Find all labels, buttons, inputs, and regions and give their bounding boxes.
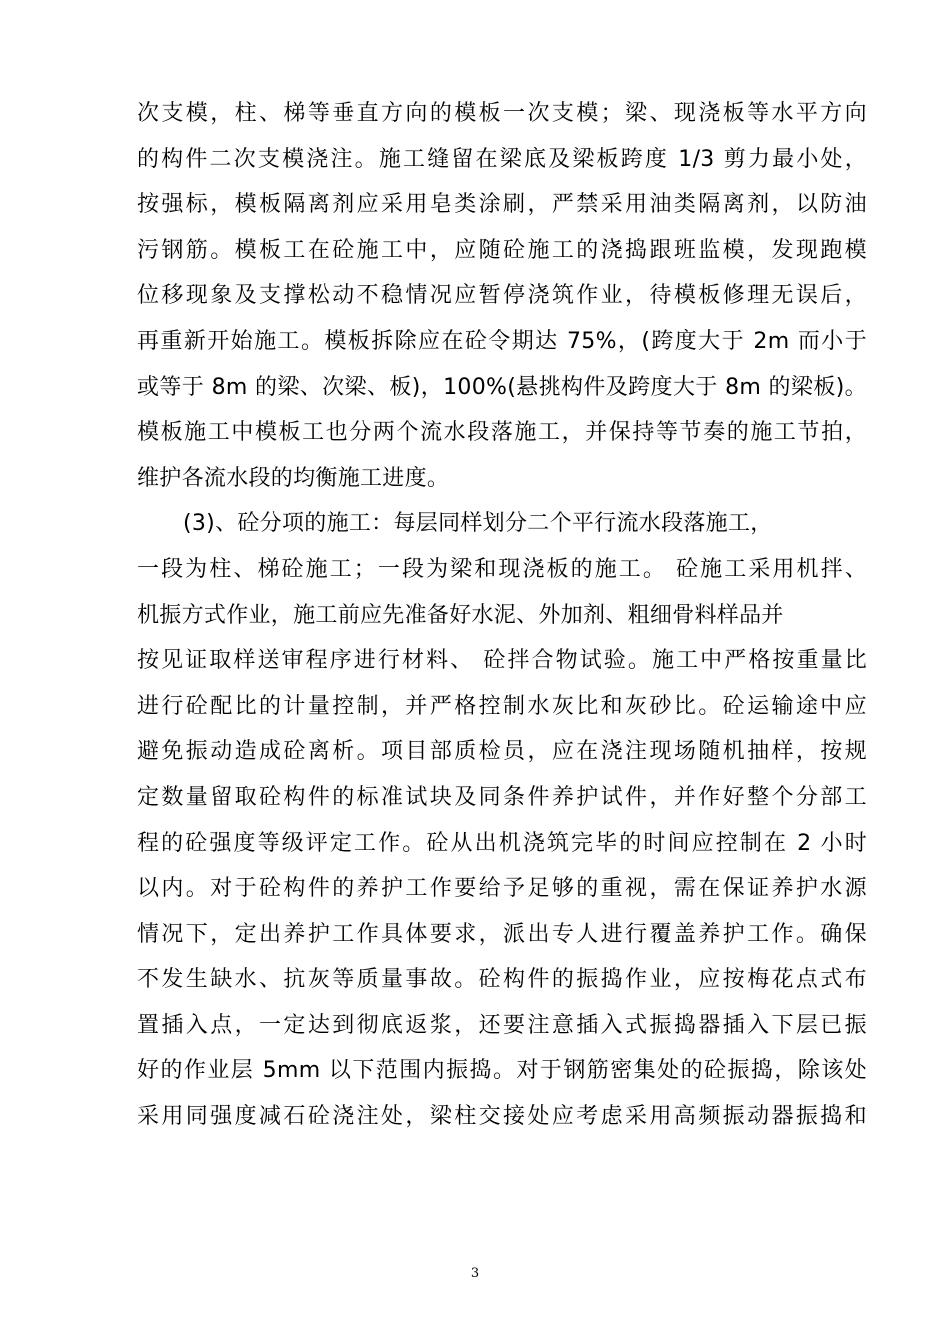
text-line: 按见证取样送审程序进行材料、 砼拌合物试验。施工中严格按重量比 bbox=[137, 648, 867, 674]
text-line: 置插入点，一定达到彻底返浆，还要注意插入式振捣器插入下层已振 bbox=[137, 1012, 867, 1038]
text-line: 进行砼配比的计量控制，并严格控制水灰比和灰砂比。砼运输途中应 bbox=[137, 693, 867, 719]
text-line: 不发生缺水、抗灰等质量事故。砼构件的振捣作业，应按梅花点式布 bbox=[137, 967, 867, 993]
text-line: 维护各流水段的均衡施工进度。 bbox=[137, 465, 450, 491]
text-line: 位移现象及支撑松动不稳情况应暂停浇筑作业，待模板修理无误后， bbox=[137, 283, 867, 309]
text-line: 以内。对于砼构件的养护工作要给予足够的重视，需在保证养护水源 bbox=[137, 876, 867, 902]
text-line: 情况下，定出养护工作具体要求，派出专人进行覆盖养护工作。确保 bbox=[137, 921, 867, 947]
text-line: 按强标，模板隔离剂应采用皂类涂刷，严禁采用油类隔离剂，以防油 bbox=[137, 192, 867, 218]
text-line: 污钢筋。模板工在砼施工中，应随砼施工的浇捣跟班监模，发现跑模 bbox=[137, 237, 867, 263]
text-line: 的构件二次支模浇注。施工缝留在梁底及梁板跨度 1/3 剪力最小处， bbox=[137, 146, 867, 172]
text-line: 模板施工中模板工也分两个流水段落施工，并保持等节奏的施工节拍， bbox=[137, 420, 867, 446]
text-line: 定数量留取砼构件的标准试块及同条件养护试件，并作好整个分部工 bbox=[137, 784, 867, 810]
text-line: 采用同强度减石砼浇注处，梁柱交接处应考虑采用高频振动器振捣和 bbox=[137, 1104, 867, 1130]
text-line: 机振方式作业，施工前应先准备好水泥、外加剂、粗细骨料样品并 bbox=[137, 602, 784, 628]
text-line: 避免振动造成砼离析。项目部质检员，应在浇注现场随机抽样，按规 bbox=[137, 739, 867, 765]
text-line: 或等于 8m 的梁、次梁、板)，100%(悬挑构件及跨度大于 8m 的梁板)。 bbox=[137, 374, 867, 400]
page-number: 3 bbox=[470, 1266, 480, 1281]
section-heading-line: (3)、砼分项的施工：每层同样划分二个平行流水段落施工， bbox=[183, 511, 773, 537]
text-line: 次支模，柱、梯等垂直方向的模板一次支模；梁、现浇板等水平方向 bbox=[137, 101, 867, 126]
body-text bbox=[137, 91, 867, 1140]
text-line: 再重新开始施工。模板拆除应在砼令期达 75%，(跨度大于 2m 而小于 bbox=[137, 328, 867, 354]
text-line: 好的作业层 5mm 以下范围内振捣。对于钢筋密集处的砼振捣，除该处 bbox=[137, 1058, 867, 1084]
text-line: 一段为柱、梯砼施工；一段为梁和现浇板的施工。 砼施工采用机拌、 bbox=[137, 556, 867, 582]
text-line: 程的砼强度等级评定工作。砼从出机浇筑完毕的时间应控制在 2 小时 bbox=[137, 830, 867, 856]
